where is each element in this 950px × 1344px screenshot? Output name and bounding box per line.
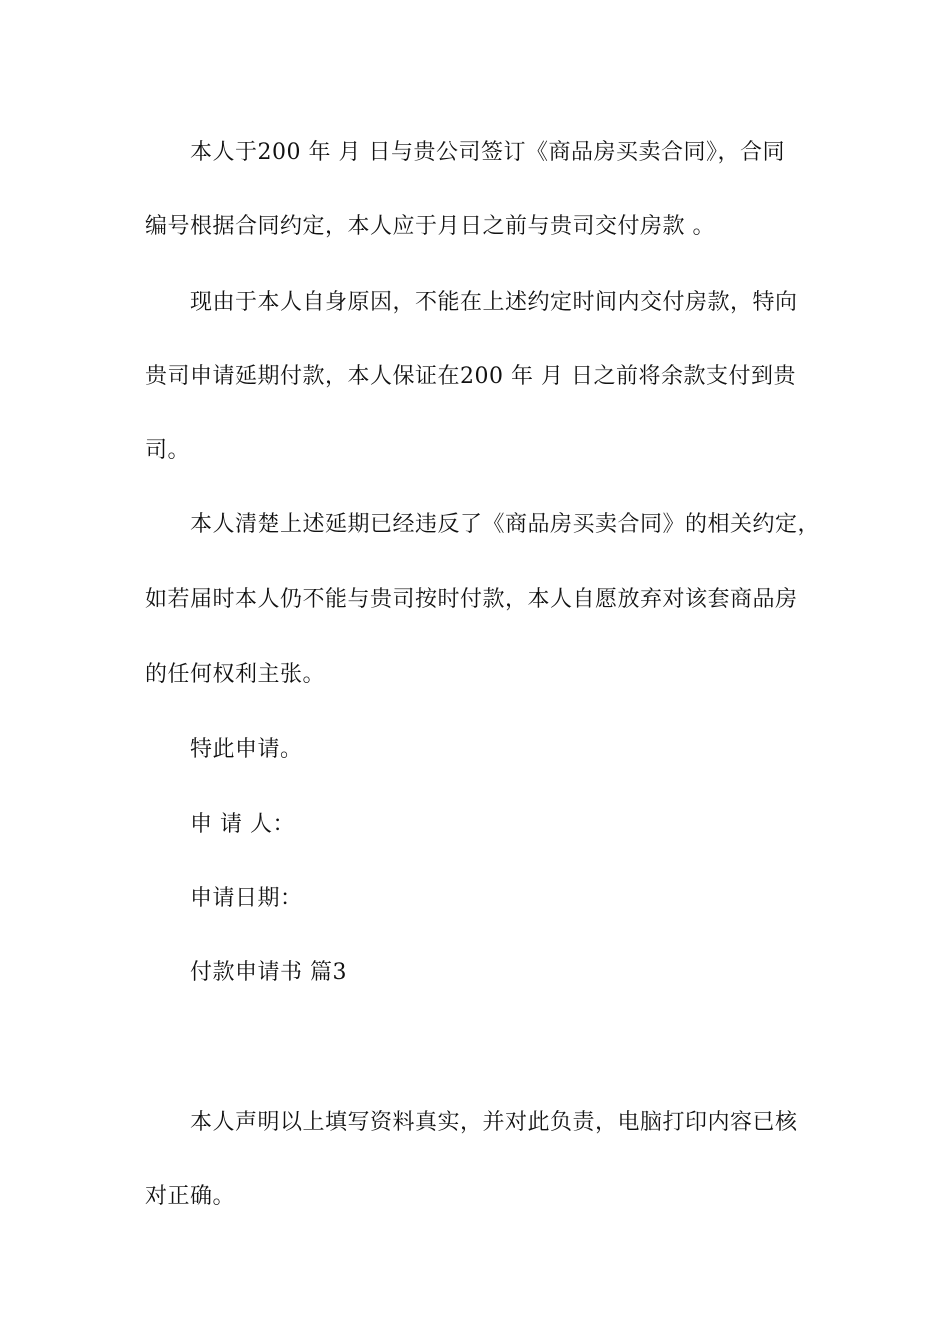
paragraph-4-line-2: 对正确。: [145, 1184, 236, 1209]
paragraph-3-line-1: 本人清楚上述延期已经违反了《商品房买卖合同》的相关约定，: [190, 512, 821, 537]
date-label: 申请日期：: [190, 886, 303, 911]
paragraph-3-line-2: 如若届时本人仍不能与贵司按时付款，本人自愿放弃对该套商品房: [145, 587, 798, 612]
section-heading: 付款申请书 篇3: [190, 960, 347, 985]
paragraph-1-line-1: 本人于200 年 月 日与贵公司签订《商品房买卖合同》，合同: [190, 140, 785, 165]
paragraph-3-line-3: 的任何权利主张。: [145, 662, 326, 687]
paragraph-2-line-1: 现由于本人自身原因，不能在上述约定时间内交付房款，特向: [190, 290, 798, 315]
paragraph-2-line-3: 司。: [145, 438, 191, 463]
paragraph-1-line-2: 编号根据合同约定，本人应于月日之前与贵司交付房款 。: [145, 214, 715, 239]
paragraph-2-line-2: 贵司申请延期付款，本人保证在200 年 月 日之前将余款支付到贵: [145, 364, 796, 389]
paragraph-4-line-1: 本人声明以上填写资料真实，并对此负责，电脑打印内容已核: [190, 1110, 798, 1135]
closing-text: 特此申请。: [190, 737, 303, 762]
applicant-label: 申 请 人：: [190, 812, 295, 837]
